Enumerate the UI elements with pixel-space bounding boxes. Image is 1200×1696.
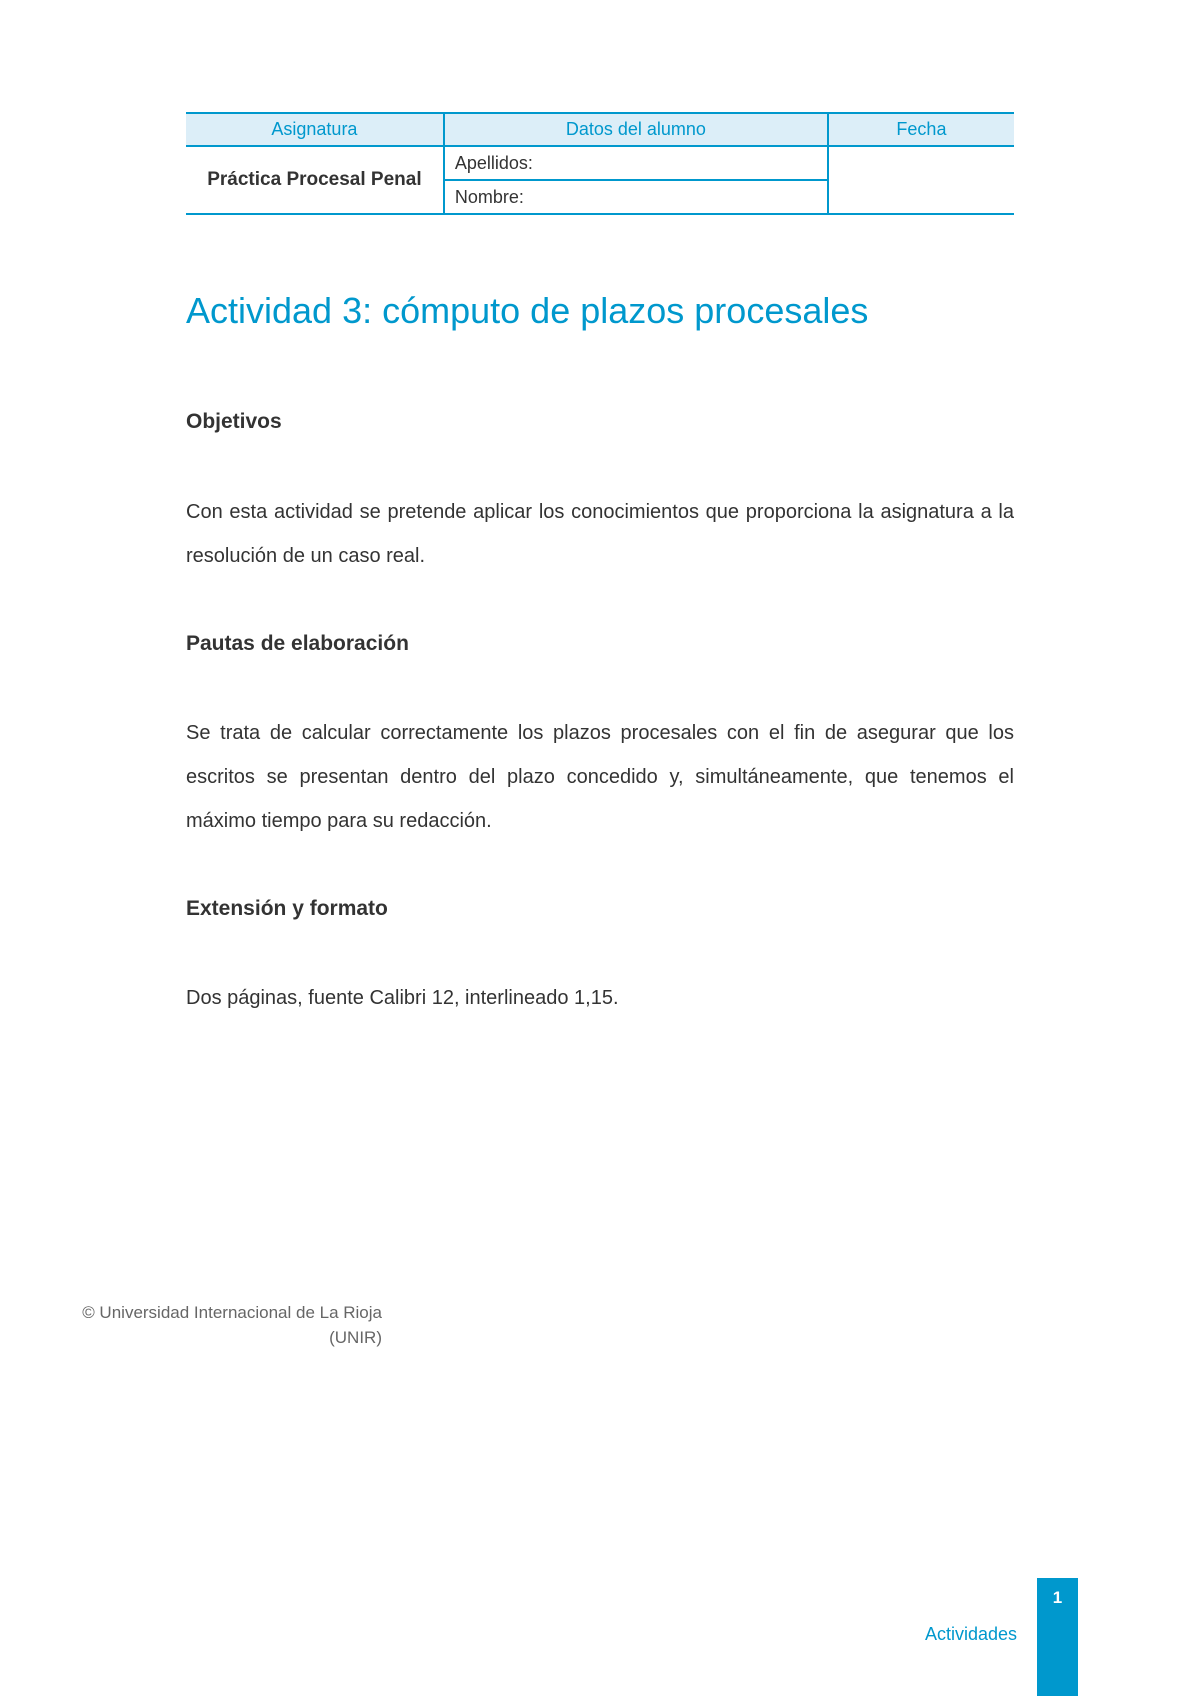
column-header-student: Datos del alumno — [444, 113, 828, 146]
guidelines-heading: Pautas de elaboración — [186, 632, 409, 655]
table-row — [186, 146, 1014, 180]
guidelines-text: Se trata de calcular correctamente los plazos procesales con el fin de asegurar que los escritos se presentan dentro del plazo concedido y, simultáneamente, que tenemos el máximo tiempo para su redacción. — [186, 722, 1014, 832]
name-field: Nombre: — [444, 180, 828, 214]
column-header-date: Fecha — [828, 113, 1014, 146]
surname-field: Apellidos: — [444, 146, 828, 180]
header-table — [186, 112, 1014, 215]
date-field — [828, 146, 1014, 214]
page-title: Actividad 3: cómputo de plazos procesales — [186, 290, 869, 331]
format-heading: Extensión y formato — [186, 897, 388, 920]
header-row — [186, 113, 1014, 146]
copyright-line: © Universidad Internacional de La Rioja — [82, 1303, 382, 1322]
page-number: 1 — [1052, 1588, 1063, 1607]
copyright-line: (UNIR) — [329, 1328, 382, 1347]
format-text: Dos páginas, fuente Calibri 12, interlineado 1,15. — [186, 987, 619, 1009]
objectives-text: Con esta actividad se pretende aplicar los conocimientos que proporciona la asignatura a la resolución de un caso real. — [186, 501, 1014, 567]
objectives-heading: Objetivos — [186, 410, 282, 433]
column-header-subject: Asignatura — [186, 113, 444, 146]
copyright-notice — [82, 1300, 382, 1350]
subject-value: Práctica Procesal Penal — [186, 146, 444, 214]
footer-section-label: Actividades — [924, 1624, 1017, 1644]
page-number-tab — [1037, 1578, 1078, 1696]
